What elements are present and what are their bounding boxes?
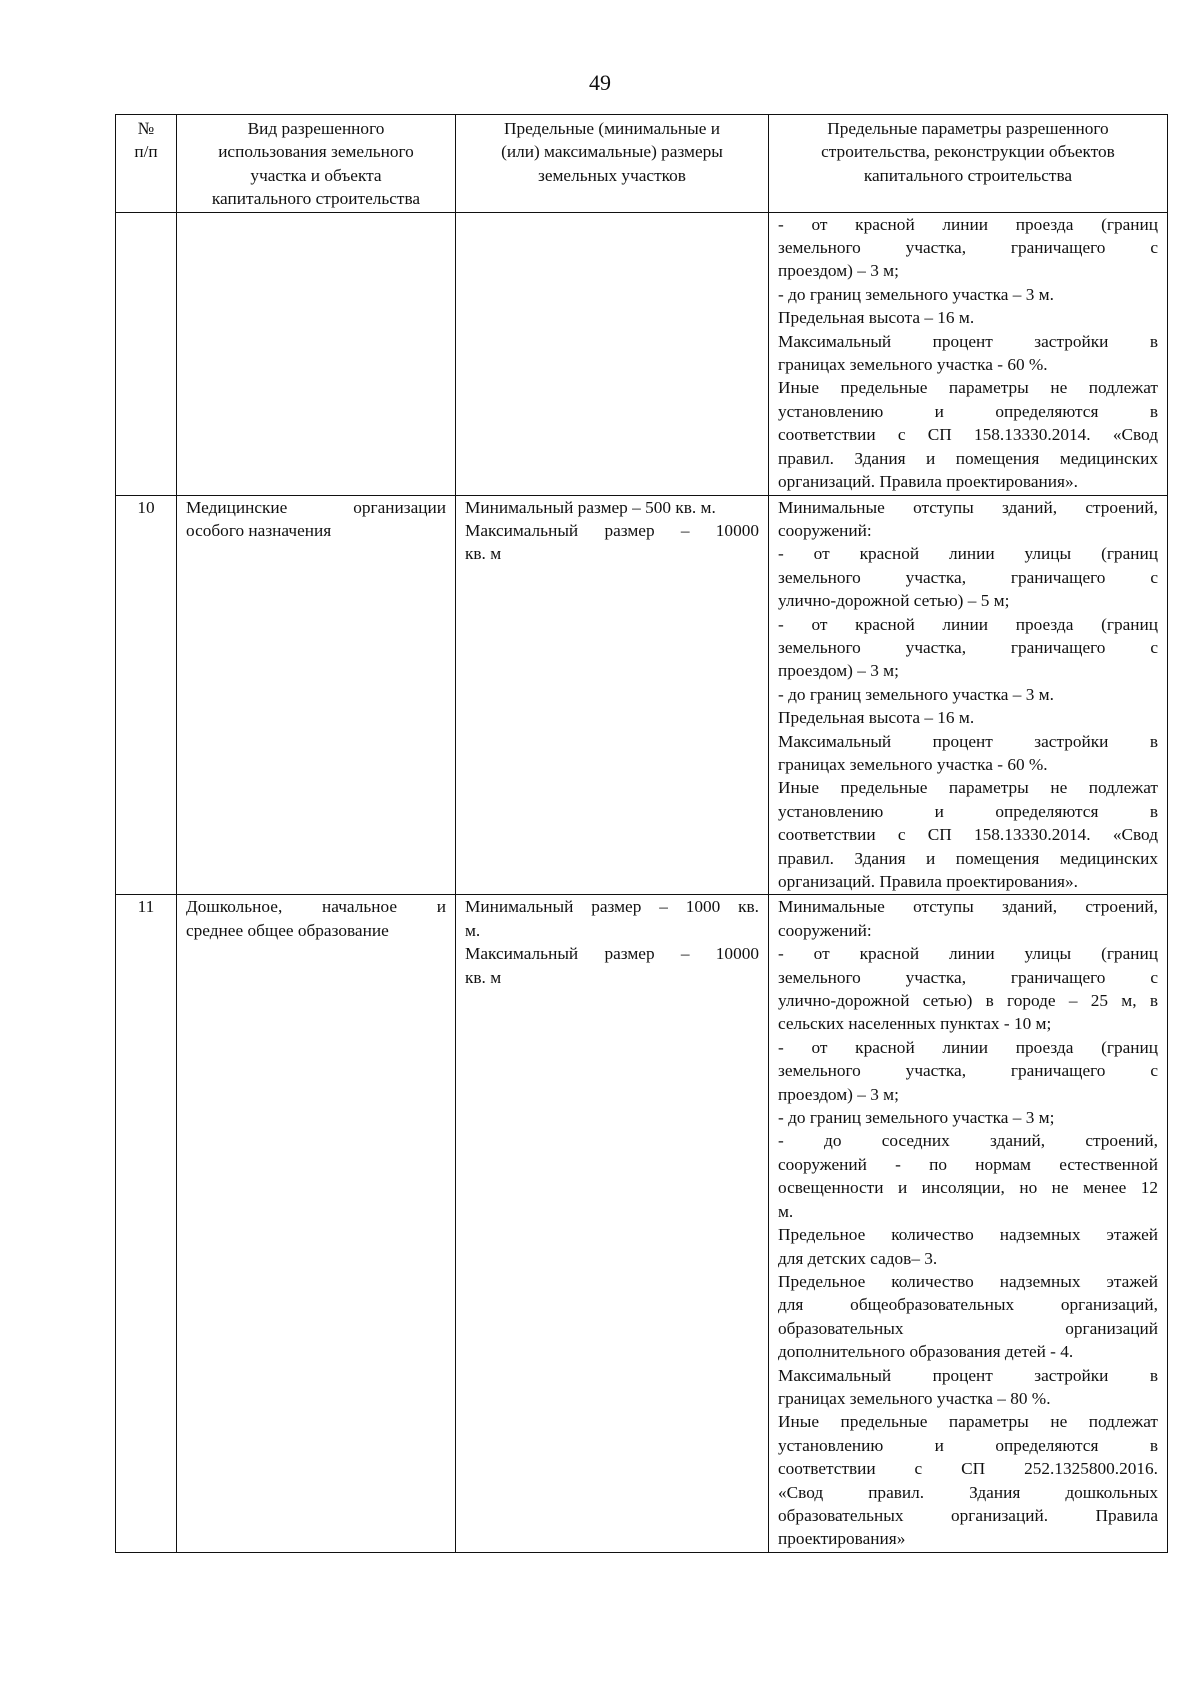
row-number-cell: 10 <box>116 495 177 895</box>
cell-text-line: образовательных организаций <box>778 1318 1158 1338</box>
cell-text-line: освещенности и инсоляции, но не менее 12 <box>778 1178 1158 1198</box>
cell-text-line: правил. Здания и помещения медицинских <box>778 448 1158 468</box>
cell-text-line: Максимальный процент застройки в <box>778 1365 1158 1385</box>
cell-text-line: установлению и определяются в <box>778 1435 1158 1455</box>
cell-text-line: Иные предельные параметры не подлежат <box>778 1412 1158 1432</box>
cell-text-line: проездом) – 3 м; <box>778 261 899 281</box>
cell-text-line: соответствии с СП 158.13330.2014. «Свод <box>778 825 1158 845</box>
usage-type-cell <box>177 895 456 1552</box>
cell-text-line: земельного участка, граничащего с <box>778 967 1158 987</box>
cell-text-line: Минимальный размер – 1000 кв. <box>465 897 759 917</box>
cell-text-line: «Свод правил. Здания дошкольных <box>778 1482 1158 1502</box>
cell-text-line: - до границ земельного участка – 3 м. <box>778 684 1054 704</box>
cell-text-line: - до соседних зданий, строений, <box>778 1131 1158 1151</box>
table-header <box>116 115 1168 213</box>
cell-text-line: - от красной линии улицы (границ <box>778 544 1158 564</box>
header-usage-type <box>177 115 456 213</box>
cell-text-line: Максимальный размер – 10000 <box>465 520 759 540</box>
cell-text-line: образовательных организаций. Правила <box>778 1505 1158 1525</box>
cell-text-line: Предельное количество надземных этажей <box>778 1225 1158 1245</box>
cell-text-line: соответствии с СП 252.1325800.2016. <box>778 1459 1158 1479</box>
table-row <box>116 212 1168 495</box>
cell-text-line: - от красной линии проезда (границ <box>778 614 1158 634</box>
cell-text-line: сооружений: <box>778 920 872 940</box>
cell-text-line: м. <box>778 1201 794 1221</box>
header-line: п/п <box>134 142 158 162</box>
cell-text-line: Предельная высота – 16 м. <box>778 708 975 728</box>
cell-text-line: - от красной линии проезда (границ <box>778 214 1158 234</box>
cell-text-line: Медицинские организации <box>186 497 446 517</box>
cell-text-line: земельного участка, граничащего с <box>778 238 1158 258</box>
cell-text-line: Иные предельные параметры не подлежат <box>778 378 1158 398</box>
cell-text-line: границах земельного участка – 80 %. <box>778 1388 1051 1408</box>
cell-text-line: для детских садов– 3. <box>778 1248 938 1268</box>
row-number-cell: 11 <box>116 895 177 1552</box>
plot-sizes-cell <box>456 495 769 895</box>
construction-params-cell <box>769 895 1168 1552</box>
cell-text-line: улично-дорожной сетью) в городе – 25 м, в <box>778 991 1158 1011</box>
cell-text-line: Максимальный размер – 10000 <box>465 944 759 964</box>
header-line: № <box>137 119 155 138</box>
header-line: участка и объекта <box>250 165 382 185</box>
table-body <box>116 212 1168 1552</box>
cell-text-line: Предельная высота – 16 м. <box>778 308 975 328</box>
header-plot-sizes <box>456 115 769 213</box>
header-line: Предельные (минимальные и <box>503 119 721 138</box>
construction-params-cell <box>769 212 1168 495</box>
header-line: строительства, реконструкции объектов <box>821 142 1115 162</box>
table-row <box>116 895 1168 1552</box>
cell-text-line: - от красной линии проезда (границ <box>778 1037 1158 1057</box>
header-line: Вид разрешенного <box>247 119 385 138</box>
construction-params-cell <box>769 495 1168 895</box>
cell-text-line: сельских населенных пунктах - 10 м; <box>778 1014 1052 1034</box>
cell-text-line: Минимальный размер – 500 кв. м. <box>465 497 716 517</box>
header-line: Предельные параметры разрешенного <box>827 119 1109 138</box>
header-line: капитального строительства <box>863 165 1073 185</box>
header-line: (или) максимальные) размеры <box>501 142 723 162</box>
cell-text-line: границах земельного участка - 60 %. <box>778 355 1048 375</box>
cell-text-line: м. <box>465 920 481 940</box>
header-number <box>116 115 177 213</box>
cell-text-line: дополнительного образования детей - 4. <box>778 1342 1074 1362</box>
cell-text-line: установлению и определяются в <box>778 401 1158 421</box>
cell-text-line: - до границ земельного участка – 3 м. <box>778 284 1054 304</box>
plot-sizes-cell <box>456 895 769 1552</box>
cell-text-line: Дошкольное, начальное и <box>186 897 446 917</box>
cell-text-line: - до границ земельного участка – 3 м; <box>778 1108 1055 1128</box>
cell-text-line: Минимальные отступы зданий, строений, <box>778 897 1158 917</box>
usage-type-cell <box>177 495 456 895</box>
cell-text-line: проектирования» <box>778 1529 906 1549</box>
usage-type-cell <box>177 212 456 495</box>
cell-text-line: границах земельного участка - 60 %. <box>778 754 1048 774</box>
cell-text-line: проездом) – 3 м; <box>778 661 899 681</box>
cell-text-line: проездом) – 3 м; <box>778 1084 899 1104</box>
cell-text-line: кв. м <box>465 544 502 564</box>
cell-text-line: правил. Здания и помещения медицинских <box>778 848 1158 868</box>
cell-text-line: Максимальный процент застройки в <box>778 731 1158 751</box>
cell-text-line: - от красной линии улицы (границ <box>778 944 1158 964</box>
page-number: 49 <box>589 70 611 95</box>
header-row <box>116 115 1168 213</box>
land-use-regulations-table <box>115 114 1168 1553</box>
header-construction-params <box>769 115 1168 213</box>
header-line: капитального строительства <box>211 189 421 209</box>
cell-text-line: организаций. Правила проектирования». <box>778 872 1078 891</box>
cell-text-line: улично-дорожной сетью) – 5 м; <box>778 591 1010 611</box>
cell-text-line: земельного участка, граничащего с <box>778 567 1158 587</box>
cell-text-line: для общеобразовательных организаций, <box>778 1295 1158 1315</box>
cell-text-line: установлению и определяются в <box>778 801 1158 821</box>
table-row <box>116 495 1168 895</box>
cell-text-line: соответствии с СП 158.13330.2014. «Свод <box>778 425 1158 445</box>
cell-text-line: земельного участка, граничащего с <box>778 1061 1158 1081</box>
header-line: использования земельного <box>218 142 414 162</box>
row-number-cell <box>116 212 177 495</box>
cell-text-line: особого назначения <box>186 520 332 540</box>
cell-text-line: сооружений: <box>778 520 872 540</box>
cell-text-line: среднее общее образование <box>186 920 389 940</box>
cell-text-line: Предельное количество надземных этажей <box>778 1271 1158 1291</box>
cell-text-line: Максимальный процент застройки в <box>778 331 1158 351</box>
cell-text-line: кв. м <box>465 967 502 987</box>
cell-text-line: организаций. Правила проектирования». <box>778 472 1078 492</box>
cell-text-line: сооружений - по нормам естественной <box>778 1154 1158 1174</box>
plot-sizes-cell <box>456 212 769 495</box>
cell-text-line: земельного участка, граничащего с <box>778 637 1158 657</box>
cell-text-line: Минимальные отступы зданий, строений, <box>778 497 1158 517</box>
header-line: земельных участков <box>538 165 686 185</box>
cell-text-line: Иные предельные параметры не подлежат <box>778 778 1158 798</box>
